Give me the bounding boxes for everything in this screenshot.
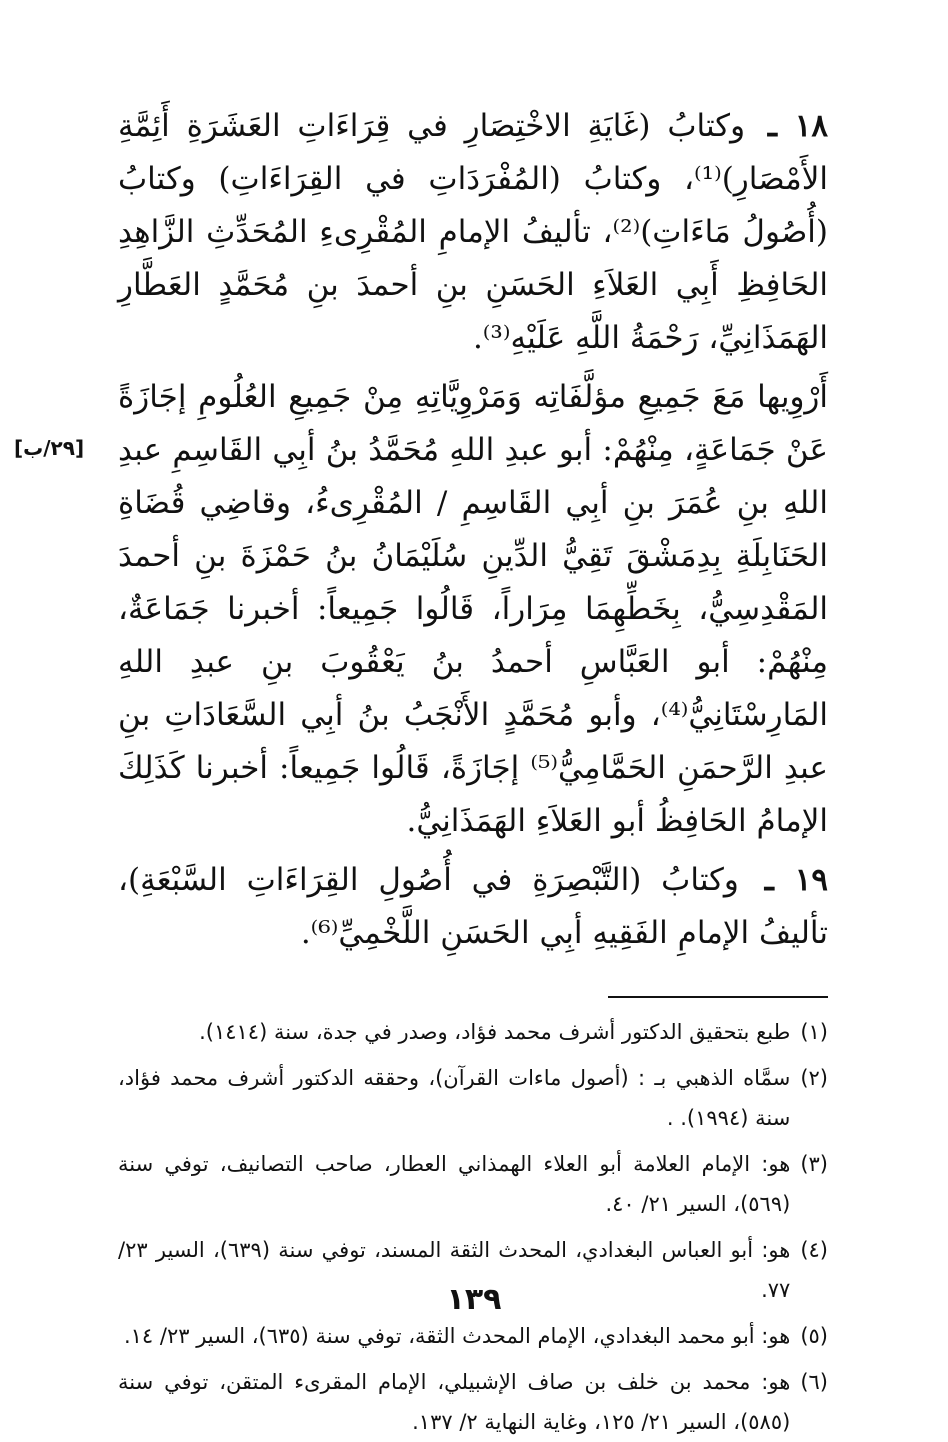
- footnote-number: (٦): [800, 1370, 828, 1394]
- item-number-19: ١٩ ـ: [764, 862, 829, 898]
- footnote-number: (٥): [800, 1324, 828, 1348]
- paragraph-narration-text: أَرْوِيها مَعَ جَمِيعِ مؤلَّفَاتِه وَمَرْوِيَّاتِهِ مِنْ جَمِيعِ العُلُومِ إجَازَةً عَنْ جَمَاعَةٍ، مِنْهُمْ: أبو عبدِ اللهِ مُحَمَّدُ بنُ أبِي القَاسِمِ عبدِ اللهِ بنِ عُمَرَ بنِ أبِي القَاسِمِ / المُقْرِىءُ، وقاضِي قُضَاةِ الحَنَابِلَةِ بِدِمَشْقَ تَقِيُّ الدِّينِ سُلَيْمَانُ بنُ حَمْزَةَ بنِ أحمدَ المَقْدِسِيُّ، بِخَطِّهِمَا مِرَاراً، قَالُوا جَمِيعاً: أخبرنا جَمَاعَةٌ، مِنْهُمْ: أبو العَبَّاسِ أحمدُ بنُ يَعْقُوبَ بنِ عبدِ اللهِ المَارِسْتَانِيُّ⁽⁴⁾، وأبو مُحَمَّدٍ الأَنْجَبُ بنُ أبِي السَّعَادَاتِ بنِ عبدِ الرَّحمَنِ الحَمَّامِيُّ⁽⁵⁾ إجَازَةً، قَالُوا جَمِيعاً: أخبرنا كَذَلِكَ الإمامُ الحَافِظُ أبو العَلاَءِ الهَمَذَانِيُّ.: [118, 379, 828, 839]
- footnote-number: (٤): [800, 1238, 828, 1262]
- paragraph-narration: [118, 371, 828, 848]
- paragraph-18: [118, 100, 828, 365]
- paragraph-19: [118, 854, 828, 960]
- footnote-separator: [608, 996, 828, 998]
- footnote-text: هو: أبو محمد البغدادي، الإمام المحدث الثقة، توفي سنة (٦٣٥)، السير ٢٣/ ١٤.: [123, 1324, 791, 1348]
- footnote-item: [118, 1316, 828, 1356]
- paragraph-19-text: وكتابُ (التَّبْصِرَةِ في أُصُولِ القِرَاءَاتِ السَّبْعَةِ)، تأليفُ الإمامِ الفَقِيهِ أبِي الحَسَنِ اللَّخْمِيِّ⁽⁶⁾.: [118, 862, 828, 951]
- footnote-item: [118, 1144, 828, 1224]
- footnote-text: طبع بتحقيق الدكتور أشرف محمد فؤاد، وصدر في جدة، سنة (١٤١٤).: [199, 1020, 791, 1044]
- footnote-text: سمَّاه الذهبي بـ : (أصول ماءات القرآن)، وحققه الدكتور أشرف محمد فؤاد، سنة (١٩٩٤). .: [118, 1066, 791, 1130]
- item-number-18: ١٨ ـ: [767, 108, 829, 144]
- footnote-text: هو: الإمام العلامة أبو العلاء الهمذاني العطار، صاحب التصانيف، توفي سنة (٥٦٩)، السير ٢١/ ٤٠.: [118, 1152, 791, 1216]
- footnote-item: [118, 1058, 828, 1138]
- footnote-item: [118, 1362, 828, 1442]
- paragraph-18-text: وكتابُ (غَايَةِ الاخْتِصَارِ في قِرَاءَاتِ العَشَرَةِ أَئِمَّةِ الأَمْصَارِ)⁽¹⁾، وكتابُ (المُفْرَدَاتِ في القِرَاءَاتِ) وكتابُ (أُصُولُ مَاءَاتِ)⁽²⁾، تأليفُ الإمامِ المُقْرِىءِ المُحَدِّثِ الزَّاهِدِ الحَافِظِ أَبِي العَلاَءِ الحَسَنِ بنِ أحمدَ بنِ مُحَمَّدٍ العَطَّارِ الهَمَذَانِيِّ، رَحْمَةُ اللَّهِ عَلَيْهِ⁽³⁾.: [118, 108, 828, 356]
- footnote-number: (٣): [800, 1152, 828, 1176]
- footnote-item: [118, 1012, 828, 1052]
- page-number: ١٣٩: [446, 1282, 502, 1317]
- footnotes: [118, 1012, 828, 1442]
- footnote-text: هو: محمد بن خلف بن صاف الإشبيلي، الإمام المقرىء المتقن، توفي سنة (٥٨٥)، السير ٢١/ ١٢٥، وغاية النهاية ٢/ ١٣٧.: [118, 1370, 791, 1434]
- footnote-number: (٢): [800, 1066, 828, 1090]
- footnote-text: هو: أبو العباس البغدادي، المحدث الثقة المسند، توفي سنة (٦٣٩)، السير ٢٣/ ٧٧.: [118, 1238, 791, 1302]
- footnote-number: (١): [800, 1020, 828, 1044]
- manuscript-folio-note: [٢٩/ب]: [14, 436, 85, 460]
